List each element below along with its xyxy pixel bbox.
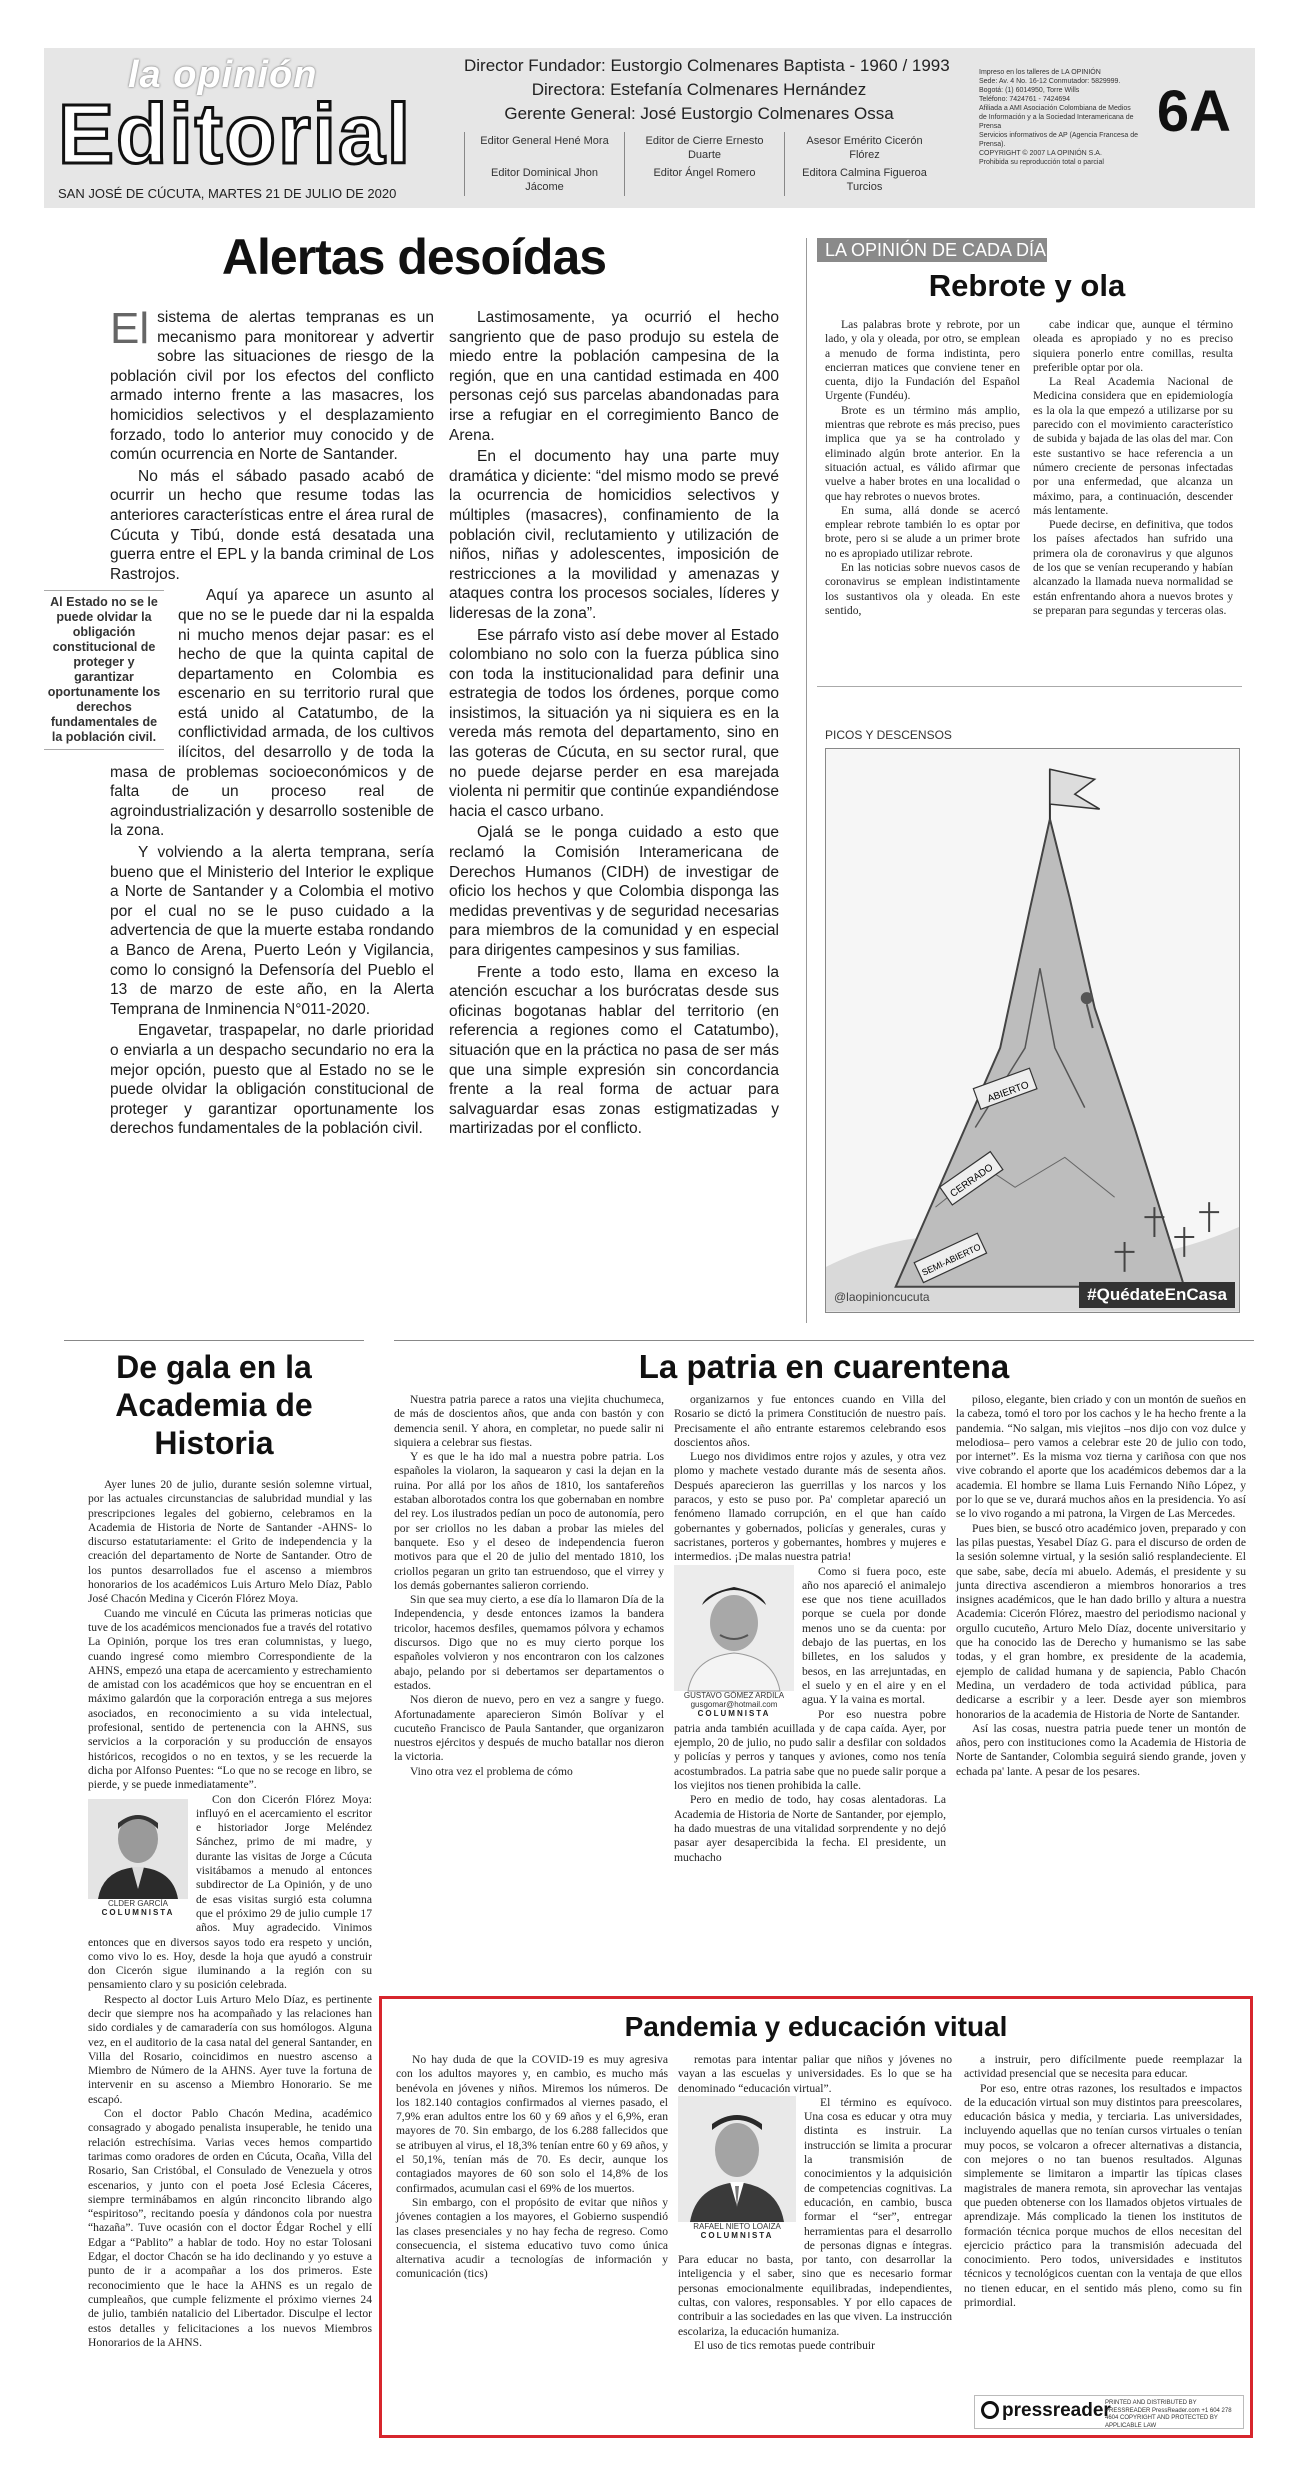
author-photo-garcia	[88, 1799, 188, 1919]
paragraph: Pero en medio de todo, hay cosas alentadoras. La Academia de Historia de Norte de Santander, por ejemplo, ha dado muestras de una vitalidad sorprendente y no dejó pasar ayer desapercibida la fecha. El presidente, un muchacho	[674, 1793, 946, 1864]
paragraph: a instruir, pero difícilmente puede reemplazar la actividad presencial que se necesita para educar.	[964, 2053, 1242, 2081]
date-line: SAN JOSÉ DE CÚCUTA, MARTES 21 DE JULIO DE 2020	[58, 186, 397, 201]
newspaper-page	[44, 48, 1255, 2443]
author-email: gusgomar@hotmail.com	[690, 1699, 778, 1709]
cartoon-label: CERRADO	[948, 1162, 996, 1200]
brand-block	[58, 54, 458, 204]
cartoon-caption: PICOS Y DESCENSOS	[825, 728, 952, 742]
paragraph: El término es equívoco. Una cosa es educar y otra muy distinta es instruir. La instrucción se limita a procurar la transmisión de conocimientos y la adquisición de competencias cognitivas. La educación, en cambio, busca formar el “ser”, entregar herramientas para el desarrollo de personas dignas e íntegras. Para educar no basta, por tanto, con desarrollar la inteligencia y el saber, sino que es necesario formar personas emocionalmente equilibradas, independientes, cultas, con valores, responsables. Y por ello capaces de contribuir a las sociedades en las que viven. La instrucción escolariza, la educación humaniza.	[678, 2095, 952, 2338]
paragraph: Ojalá se le ponga cuidado a esto que reclamó la Comisión Interamericana de Derechos Humanos (CIDH) de investigar de oficio los hechos y que Colombia disponga las medidas preventivas y de seguridad necesarias para miembros de la comunidad y en especial para dirigentes campesinos y sus familias.	[449, 824, 779, 959]
editorial-column-2	[449, 308, 779, 1318]
pandemia-article	[379, 1996, 1253, 2438]
avatar	[674, 1565, 794, 1691]
dropcap: El	[110, 304, 150, 353]
paragraph: Brote es un término más amplio, mientras que rebrote es más preciso, pues implica que ya se ha controlado y eliminado algún brote anterior. En la situación actual, es válido afirmar que vuelve a haber brotes en una localidad o que hay rebrotes o nuevos brotes.	[825, 403, 1020, 503]
info-line: COPYRIGHT © 2007 LA OPINIÓN S.A.	[979, 150, 1102, 157]
author-role: COLUMNISTA	[697, 1708, 771, 1718]
cada-dia-section	[806, 238, 1249, 1323]
paragraph: Cuando me vinculé en Cúcuta las primeras noticias que tuve de los académicos mencionados fue a través del rotativo La Opinión, porque los tres eran columnistas, y luego, cuando ingresé como miembro Correspondiente de la AHNS, empezó una etapa de acercamiento y estrechamiento de amistad con los académicos que hoy se encuentran en el máximo galardón que la corporación entrega a sus mejores asociados, en reconocimiento a su vida intelectual, profesional, sentido de pertenencia con la AHNS, sus servicios a la corporación y su producción de ensayos históricos, recogidos o no en textos, y se les recuerde la dicha por Alfonso Puentes: “Lo que no se recoge en libro, se pierde, y se puede inmediatamente”.	[88, 1606, 372, 1792]
info-line: Impreso en los talleres de LA OPINIÓN	[979, 69, 1101, 76]
author-name: RAFAEL NIETO LOAIZA	[693, 2221, 781, 2231]
paragraph: Con el doctor Pablo Chacón Medina, académico consagrado y abogado penalista insuperable, he tenido una relación estrechísima. Varias veces hemos compartido tarimas como oradores de orden en Cúcuta, Ocaña, Villa del Rosario, San Cristóbal, el Consulado de Venezuela y otros escenarios, y junto con el poeta José Eclesia Cáceres, siempre terminábamos en algún rinconcito librando algo “espiritoso”, recitando poesía y dándonos cola por nuestra “hazaña”. Tuve ocasión con el doctor Édgar Rochel y ellí Edgar a “Pablito” a hablar de todo. Hoy no estar Tolosani Edgar, el doctor Chacón se ha ido declinando y yo estuve a punto de ir a acompañar a los dos primeros. Este reconocimiento que le hace la AHNS es un regalo de cumpleaños, que cumple felizmente el próximo viernes 24 de julio, también natalicio del Libertador. Disculpe el lector estos detalles y felicitaciones a los nuevos Miembros Honorarios de la AHNS.	[88, 2107, 372, 2349]
pressreader-logo-text: pressreader	[1002, 2400, 1111, 2421]
paragraph: Aquí ya aparece un asunto al que no se le puede dar ni la espalda ni mucho menos dejar pasar: es el hecho de que la quinta capital de departamento en Colombia es escenario en su territorio rural que está unido al Catatumbo, de la conflictividad armada, de los cultivos ilícitos, del desarrollo y de toda la masa de problemas socioeconómicos y de falta de un proceso real de agroindustrialización y desarrollo sostenible de la zona.	[110, 587, 434, 840]
paragraph: No hay duda de que la COVID-19 es muy agresiva con los adultos mayores y, en cambio, es mucho más benévola en jóvenes y niños. Miremos los números. De los 182.140 contagios confirmados al viernes pasado, el 7,9% eran adultos entre los 60 y 69 años y el 6,9%, eran mayores de 70. Sin embargo, de los 6.288 fallecidos que se atribuyen al virus, el 18,3% tenían entre 60 y 69 años, y el 50,1%, tenían más de 70. Es decir, aunque los contagiados mayores de 60 son solo el 14,8% de los confirmados, acumulan casi el 69% de los muertos.	[396, 2053, 668, 2195]
cada-dia-column-2	[1033, 318, 1233, 658]
paragraph: Engavetar, traspapelar, no darle prioridad o enviarla a un despacho secundario no era la mejor opción, puesto que al Estado no se le puede olvidar la obligación constitucional de proteger y garantizar oportunamente los derechos fundamentales de la población civil.	[110, 1022, 434, 1138]
paragraph: Y volviendo a la alerta temprana, sería bueno que el Ministerio del Interior le explique a Norte de Santander y a Colombia el motivo por el cual no se le puso cuidado a la advertencia de que la muerte estaba rondando a Banco de Arena, Puerto León y Vigilancia, como lo consignó la Defensoría del Pueblo el 13 de marzo de este año, en la Alerta Temprana de Inminencia N°011-2020.	[110, 844, 434, 1018]
paragraph: cabe indicar que, aunque el término oleada es apropiado y no es preciso siquiera ponerlo entre comillas, resulta preferible optar por ola.	[1033, 318, 1233, 374]
pressreader-icon	[981, 2401, 999, 2419]
info-line: Servicios informativos de AP (Agencia Francesa de Prensa).	[979, 132, 1139, 148]
divider	[817, 686, 1242, 687]
gerente-general: Gerente General: José Eustorgio Colmenares Ossa	[504, 104, 894, 123]
author-name: GUSTAVO GÓMEZ ARDILA	[683, 1690, 785, 1700]
paragraph: Frente a todo esto, llama en exceso la atención escuchar a los burócratas desde sus oficinas bogotanas hablar del territorio (en referencia a regiones como el Catatumbo), situación que en la práctica no pasa de ser más que una simple expresión sin concordancia frente a la real forma de actuar para salvaguardar esas zonas estigmatizadas y martirizadas por el conflicto.	[449, 963, 779, 1138]
paragraph: Y es que le ha ido mal a nuestra pobre patria. Los españoles la violaron, la saquearon y casi la dejan en la ruina. Por allá por los años de 1810, los santafereños estaban alborotados contra los que gobernaban en nombre del rey. Los ilustrados pedían un poco de autonomía, pero por ser criollos no les daban a probar las mieles del banquete. Eso y el deseo de independencia fueron motivos para que el 20 de julio del mentado 1810, los criollos pegaran un grito tan estruendoso, que el virrey y los demás gobernantes salieron corriendo.	[394, 1450, 664, 1592]
masthead	[44, 48, 1255, 208]
director-fundador: Director Fundador: Eustorgio Colmenares Baptista - 1960 / 1993	[464, 56, 950, 75]
author-photo-gomez	[674, 1565, 794, 1718]
cartoon-label: ABIERTO	[986, 1079, 1031, 1105]
paragraph: La Real Academia Nacional de Medicina considera que en epidemiología es la ola la que empezó a utilizarse por su parecido con el movimiento característico de subida y bajada de las olas del mar. Con este sustantivo se hace referencia a un número creciente de personas infectadas por una enfermedad, que alcanza un máximo, para, a continuación, descender más lentamente.	[1033, 375, 1233, 517]
patria-column-1	[394, 1393, 664, 1993]
patria-column-2	[674, 1393, 946, 1993]
editor-credit: Editor General Hené Mora	[464, 132, 624, 164]
editorial-column-1	[47, 304, 434, 1318]
brand-editorial: Editorial	[58, 87, 413, 181]
section-rule	[64, 1340, 364, 1341]
cartoon-illustration	[825, 748, 1240, 1313]
pressreader-logo	[981, 2400, 1111, 2422]
brand-small: la opinión	[128, 54, 318, 96]
paragraph: Sin que sea muy cierto, a ese día lo llamaron Día de la Independencia, y desde entonces izamos la bandera tricolor, hacemos desfiles, quemamos pólvora y echamos discursos. Digo que no es muy cierto porque los españoles volvieron y nos encontraron con los calzones abajo, pelando por si debertamos ser departamentos o estados.	[394, 1593, 664, 1692]
paragraph: sistema de alertas tempranas es un mecanismo para monitorear y advertir sobre las situaciones de riesgo de la población civil por los efectos del conflicto armado interno frente a las masacres, los homicidios selectivos y el desplazamiento forzado, todo lo anterior muy conocido y de común ocurrencia en Norte de Santander.	[110, 309, 434, 464]
info-line: Afiliada a AMI Asociación Colombiana de Medios de Información y a la Sociedad Interamericana de Prensa	[979, 105, 1134, 130]
info-line: Prohibida su reproducción total o parcial	[979, 159, 1104, 166]
staff-block	[464, 54, 964, 204]
paragraph: Luego nos dividimos entre rojos y azules, y otra vez plomo y machete vestado durante más de sesenta años. Después aparecieron las guerrillas y los narcos y los paracos, y esto se puso por. Pa' completar apareció un fenómeno llamado corrupción, en el que han caído gobernantes y gobernados, policías y generales, curas y sacristanes, porteros y gobernantes, hombres y mujeres e intermedios. ¡De malas nuestra patria!	[674, 1450, 946, 1564]
pandemia-title: Pandemia y educación vitual	[624, 2011, 1008, 2042]
cartoon-hashtag: #QuédateEnCasa	[1079, 1282, 1235, 1308]
paragraph: Sin embargo, con el propósito de evitar que niños y jóvenes contagien a los mayores, el Gobierno suspendió las clases presenciales y no hay fecha de regreso. Como consecuencia, el sistema educativo tuvo como única alternativa acudir a tecnologías de información y comunicación (tics)	[396, 2195, 668, 2281]
info-line: Sede: Av. 4 No. 16-12 Conmutador: 5829999.	[979, 78, 1121, 85]
paragraph: Por eso nuestra pobre patria anda también acuillada y de capa caída. Ayer, por ejemplo, 20 de julio, no pudo salir a desfilar con soldados y policías y perros y tanques y aviones, como nos tenía acostumbrados. La patria sabe que no puede salir porque a los viejitos nos tienen prohibida la calle.	[674, 1707, 946, 1793]
pull-quote: Al Estado no se le puede olvidar la obligación constitucional de proteger y garantizar oportunamente los derechos fundamentales de la población civil.	[44, 590, 164, 750]
avatar	[678, 2096, 796, 2222]
cada-dia-title: Rebrote y ola	[928, 268, 1126, 303]
patria-column-3	[956, 1393, 1246, 1993]
paragraph: El uso de tics remotas puede contribuir	[694, 2338, 875, 2352]
pressreader-fine-print: PRINTED AND DISTRIBUTED BY PRESSREADER PressReader.com +1 604 278 4604 COPYRIGHT AND PROTECTED BY APPLICABLE LAW	[1105, 2400, 1232, 2429]
paragraph: Por eso, entre otras razones, los resultados e impactos de la educación virtual son muy distintos para preescolares, educación básica y media, y terciaria. Las universidades, incluyendo aquellas que no tenían cursos virtuales o tenían muy pocos, se volcaron a ofrecer alternativas a distancia, con mejores o no tan buenos resultados. Algunas simplemente se limitaron a impartir las típicas clases magistrales de manera remota, sin aprovechar las ventajas que pueden obtenerse con los llamados objetos virtuales de aprendizaje. Más complicado la tienen los institutos de formación técnica porque muchos de ellos necesitan del ejercicio práctico para la transmisión adecuada del conocimiento. Pero todos, universidades e institutos técnicos y tecnológicos cuentan con la ventaja de que ellos no tienen educar, en el sentido más pleno, como su fin primordial.	[964, 2081, 1242, 2310]
editor-credit: Editora Calmina Figueroa Turcios	[784, 164, 944, 196]
paragraph: Nos dieron de nuevo, pero en vez a sangre y fuego. Afortunadamente aparecieron Simón Bolívar y el cucuteño Francisco de Paula Santander, que organizaron nuestros ejércitos y después de mucho batallar nos dieron la victoria.	[394, 1693, 664, 1764]
editorial-title: Alertas desoídas	[221, 229, 607, 285]
author-name: CLDER GARCÍA	[107, 1898, 168, 1908]
paragraph: En las noticias sobre nuevos casos de coronavirus se emplean indistintamente los sustantivos ola y oleada. En este sentido,	[825, 561, 1020, 617]
section-banner: LA OPINIÓN DE CADA DÍA	[817, 238, 1047, 262]
cartoon-label: SEMI-ABIERTO	[920, 1241, 983, 1278]
paragraph: Ese párrafo visto así debe mover al Estado colombiano no solo con la fuerza pública sino con toda la institucionalidad para definir una estrategia de todos los órdenes, porque como insistimos, la situación ya ni siquiera es en la vereda más remota del departamento, sino en las goteras de Cúcuta, en su sector rural, que no puede dejarse perder en esa marejada violenta ni permitir que continúe expandiéndose hacia el casco urbano.	[449, 626, 779, 820]
paragraph: Con don Cicerón Flórez Moya: influyó en el acercamiento el escritor e historiador Jorge Meléndez Sánchez, primo de mi madre, y durante las visitas de Jorge a Cúcuta visitábamos a menudo al entonces subdirector de La Opinión, y de uno de esas visitas surgió esta columna que el próximo 29 de julio cumple 17 años. Muy agradecido. Vinimos entonces que en diversos sayos todo era respeto y unción, como vivo lo es. Hoy, desde la hoja que ayudó a construir don Cicerón sigue iluminando a la región con su pensamiento claro y su posición celebrada.	[88, 1792, 372, 1992]
avatar	[88, 1799, 188, 1899]
author-role: COLUMNISTA	[700, 2230, 774, 2240]
paragraph: En el documento hay una parte muy dramática y diciente: “del mismo modo se prevé la ocurrencia de homicidios selectivos y múltiples (masacres), confinamiento de la población civil, reclutamiento y utilización de niños, niñas y adolescentes, imposición de restricciones a la movilidad y amenazas y ataques contra los procesos sociales, líderes y lideresas de la zona”.	[449, 448, 779, 622]
publisher-info	[979, 68, 1139, 167]
info-line: Bogotá: (1) 6014950, Torre Wills	[979, 87, 1080, 94]
author-role: COLUMNISTA	[101, 1907, 175, 1917]
paragraph: Como si fuera poco, este año nos apareció el animalejo ese que nos tiene acuillados porque se cuela por donde menos uno se da cuenta: por debajo de las puertas, en los billetes, en los saludos y besos, en las arrejuntadas, en el suelo y en el aire y en el agua. Y la vaina es mortal.	[802, 1564, 946, 1707]
paragraph: En suma, allá donde se acercó emplear rebrote también lo es optar por brote, pero si se alude a un primer brote no es apropiado utilizar rebrote.	[825, 503, 1020, 560]
editor-credit: Asesor Emérito Cicerón Flórez	[784, 132, 944, 164]
pandemia-column-2	[678, 2053, 952, 2423]
pressreader-badge[interactable]	[974, 2395, 1244, 2429]
page-number: 6A	[1156, 79, 1232, 144]
pandemia-column-1	[396, 2053, 668, 2423]
cartoon-handle: @laopinioncucuta	[834, 1290, 930, 1304]
patria-title: La patria en cuarentena	[638, 1348, 1010, 1385]
paragraph: Lastimosamente, ya ocurrió el hecho sangriento que de paso produjo su estela de miedo entre la población campesina de la región, que en una cantidad estimada en 400 personas cejó sus parcelas abandonadas para irse a refugiar en el corregimiento Banco de Arena.	[449, 309, 779, 444]
editor-credit: Editor Ángel Romero	[624, 164, 784, 196]
paragraph: Respecto al doctor Luis Arturo Melo Díaz, es pertinente decir que siempre nos ha acompañado y las relaciones han sido cordiales y de camaradería con sus homólogos. Alguna vez, en el auditorio de la casa natal del general Santander, en Villa del Rosario, coincidimos en nuestro ascenso a Miembro de Número de la AHNS. Ayer tuve la fortuna de intervenir en su ascenso a Miembro Honorario. Se me escapó.	[88, 1992, 372, 2106]
gala-article	[88, 1478, 372, 2408]
editors-grid	[464, 132, 944, 196]
paragraph: Las palabras brote y rebrote, por un lado, y ola y oleada, por otro, se emplean a menudo de forma indistinta, pero encierran matices que conviene tener en cuenta, dijo la Fundación del Español Urgente (Fundéu).	[825, 318, 1020, 403]
paragraph: Vino otra vez el problema de cómo	[410, 1764, 573, 1778]
paragraph: No más el sábado pasado acabó de ocurrir un hecho que resume todas las anteriores características entre el área rural de Cúcuta y Tibú, donde está desatada una guerra entre el EPL y la banda criminal de Los Rastrojos.	[110, 467, 434, 583]
editor-credit: Editor Dominical Jhon Jácome	[464, 164, 624, 196]
gala-title: De gala en la Academia de Historia	[115, 1349, 313, 1461]
paragraph: Nuestra patria parece a ratos una viejita chuchumeca, de más de doscientos años, que anda con bastón y con demencia senil. Y ahora, en completar, no puede salir ni siquiera a celebrar sus fiestas.	[394, 1393, 664, 1449]
paragraph: piloso, elegante, bien criado y con un montón de sueños en la cabeza, tomó el toro por los cachos y le ha hecho frente a la pandemia. “No salgan, mis viejitos –nos dijo con voz dulce y melodiosa– pero vamos a celebrar este 20 de julio con todo, por internet”. Es la misma voz tierna y cariñosa con que nos vive cobrando el aporte que los académicos debemos dar a la academia. El hombre se llama Luis Fernando Niño López, y por lo que se ve, durará muchos años en la presidencia. Yo así se lo vivo rogando a mi patrona, la Virgen de Las Mercedes.	[956, 1393, 1246, 1521]
editor-credit: Editor de Cierre Ernesto Duarte	[624, 132, 784, 164]
section-rule	[394, 1340, 1254, 1341]
info-line: Teléfono: 7424761 - 7424694	[979, 96, 1071, 103]
paragraph: Puede decirse, en definitiva, que todos los países afectados han sufrido una primera ola de coronavirus y que algunos de los que se venían recuperando y habían alcanzado la llamada nueva normalidad se están enfrentando ahora a nuevos brotes y se preparan para segundas y terceras olas.	[1033, 518, 1233, 617]
mountain-cartoon-drawing	[826, 749, 1239, 1312]
directora: Directora: Estefanía Colmenares Hernández	[531, 80, 867, 99]
cada-dia-column-1	[825, 318, 1020, 658]
author-photo-nieto	[678, 2096, 796, 2246]
paragraph: Ayer lunes 20 de julio, durante sesión solemne virtual, por las actuales circunstancias de salubridad mundial y las prescripciones legales del gobierno, celebramos en la Academia de Historia de Norte de Santander -AHNS- lo discurso estatutariamente: el Grito de independencia y la creación del departamento de Norte de Santander. Otro de los puntos desarrollados fue el ascenso a miembros honorarios de los académicos Luis Arturo Melo Díaz, Pablo José Chacón Medina y Cicerón Flórez Moya.	[88, 1478, 372, 1606]
pandemia-column-3	[964, 2053, 1242, 2423]
paragraph: remotas para intentar paliar que niños y jóvenes no vayan a las escuelas y universidades. Es lo que se ha denominado “educación virtual”.	[678, 2053, 952, 2095]
paragraph: Así las cosas, nuestra patria puede tener un montón de años, pero con instituciones como la Academia de Historia de Norte de Santander, Colombia seguirá siendo grande, joven y echada pa' lante. A pesar de los pesares.	[956, 1721, 1246, 1778]
paragraph: Pues bien, se buscó otro académico joven, preparado y con las pilas puestas, Yesabel Díaz G. para el discurso de orden de la sesión solemne virtual, y la sesión salió resplandeciente. El que sabe, sabe, decía mi abuelo. Además, el presidente y su junta directiva ascendieron a miembros honorarios a tres insignes académicos, que le han dado brillo y altura a nuestra Academia: Cicerón Flórez, maestro del periodismo nacional y orgullo cucuteño, Arturo Melo Díaz, docente universitario y que ha conocido las de Derecho y humanismo se las sabe todas, y el gran hombre, ex presidente de la academia, ejemplo de calidad humana y de sapiencia, Pablo Chacón Medina, un verdadero de toda actividad pública, para dedicarse a escribir y a leer. Desde ayer son miembros honorarios de la academia de Historia de Norte de Santander.	[956, 1521, 1246, 1721]
paragraph: organizarnos y fue entonces cuando en Villa del Rosario se dictó la primera Constitución de nuestro país. Precisamente el año entrante estaremos celebrando esos doscientos años.	[674, 1393, 946, 1449]
